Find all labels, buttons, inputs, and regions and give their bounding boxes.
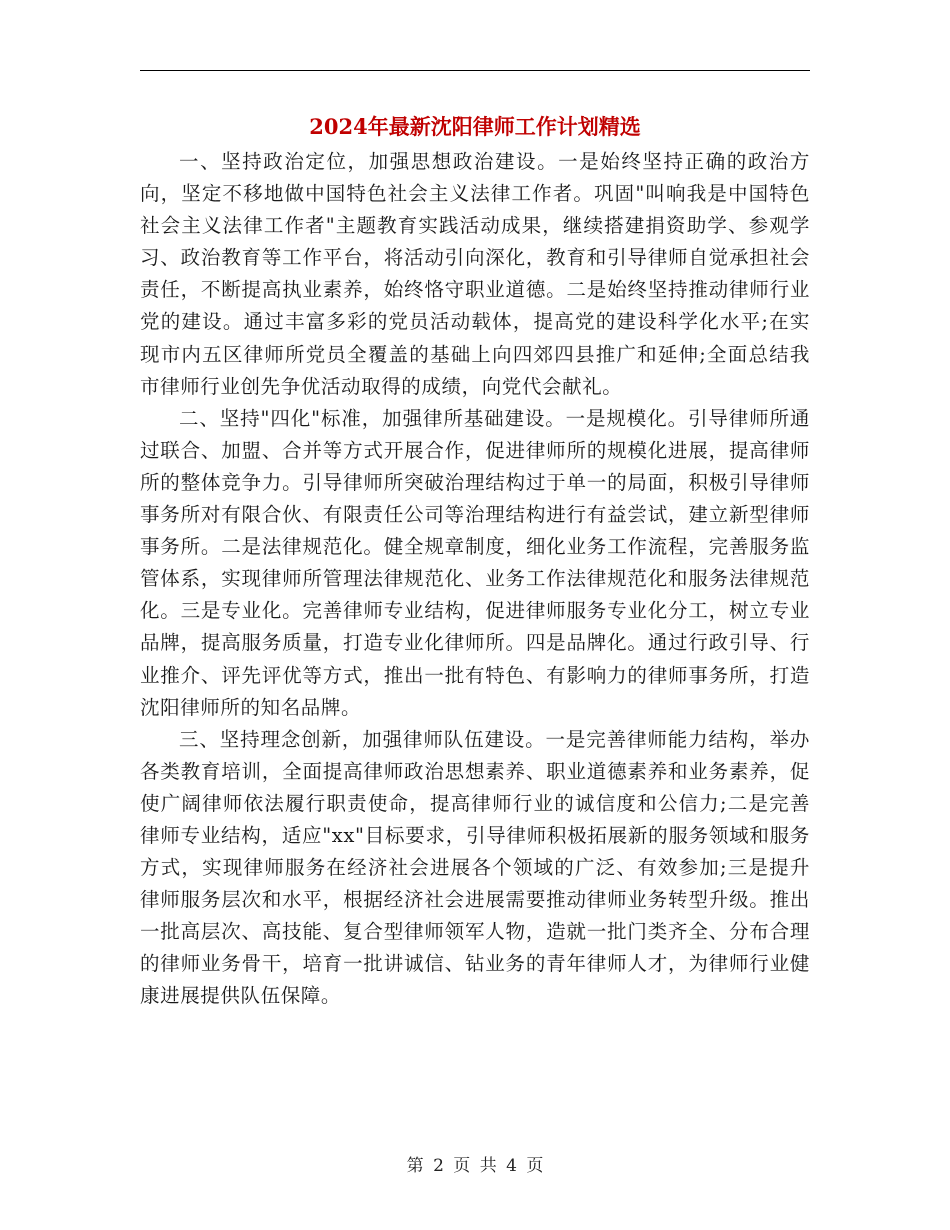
- paragraph-1: 一、坚持政治定位，加强思想政治建设。一是始终坚持正确的政治方向，坚定不移地做中国特色社会主义法律工作者。巩固"叫响我是中国特色社会主义法律工作者"主题教育实践活动成果，继续搭建捐资助学、参观学习、政治教育等工作平台，将活动引向深化，教育和引导律师自觉承担社会责任，不断提高执业素养，始终恪守职业道德。二是始终坚持推动律师行业党的建设。通过丰富多彩的党员活动载体，提高党的建设科学化水平;在实现市内五区律师所党员全覆盖的基础上向四郊四县推广和延伸;全面总结我市律师行业创先争优活动取得的成绩，向党代会献礼。: [140, 150, 810, 398]
- paragraph-2: 二、坚持"四化"标准，加强律所基础建设。一是规模化。引导律师所通过联合、加盟、合并等方式开展合作，促进律师所的规模化进展，提高律师所的整体竞争力。引导律师所突破治理结构过于单一的局面，积极引导律师事务所对有限合伙、有限责任公司等治理结构进行有益尝试，建立新型律师事务所。二是法律规范化。健全规章制度，细化业务工作流程，完善服务监管体系，实现律师所管理法律规范化、业务工作法律规范化和服务法律规范化。三是专业化。完善律师专业结构，促进律师服务专业化分工，树立专业品牌，提高服务质量，打造专业化律师所。四是品牌化。通过行政引导、行业推介、评先评优等方式，推出一批有特色、有影响力的律师事务所，打造沈阳律师所的知名品牌。: [140, 406, 810, 719]
- document-body: [140, 146, 810, 1013]
- document-title: 2024年最新沈阳律师工作计划精选: [309, 114, 641, 139]
- paragraph-3: 三、坚持理念创新，加强律师队伍建设。一是完善律师能力结构，举办各类教育培训，全面提高律师政治思想素养、职业道德素养和业务素养，促使广阔律师依法履行职责使命，提高律师行业的诚信度和公信力;二是完善律师专业结构，适应"xx"目标要求，引导律师积极拓展新的服务领域和服务方式，实现律师服务在经济社会进展各个领域的广泛、有效参加;三是提升律师服务层次和水平，根据经济社会进展需要推动律师业务转型升级。推出一批高层次、高技能、复合型律师领军人物，造就一批门类齐全、分布合理的律师业务骨干，培育一批讲诚信、钻业务的青年律师人才，为律师行业健康进展提供队伍保障。: [140, 727, 810, 1008]
- header-rule: [140, 70, 810, 71]
- page-number-footer: 第 2 页 共 4 页: [406, 1156, 544, 1176]
